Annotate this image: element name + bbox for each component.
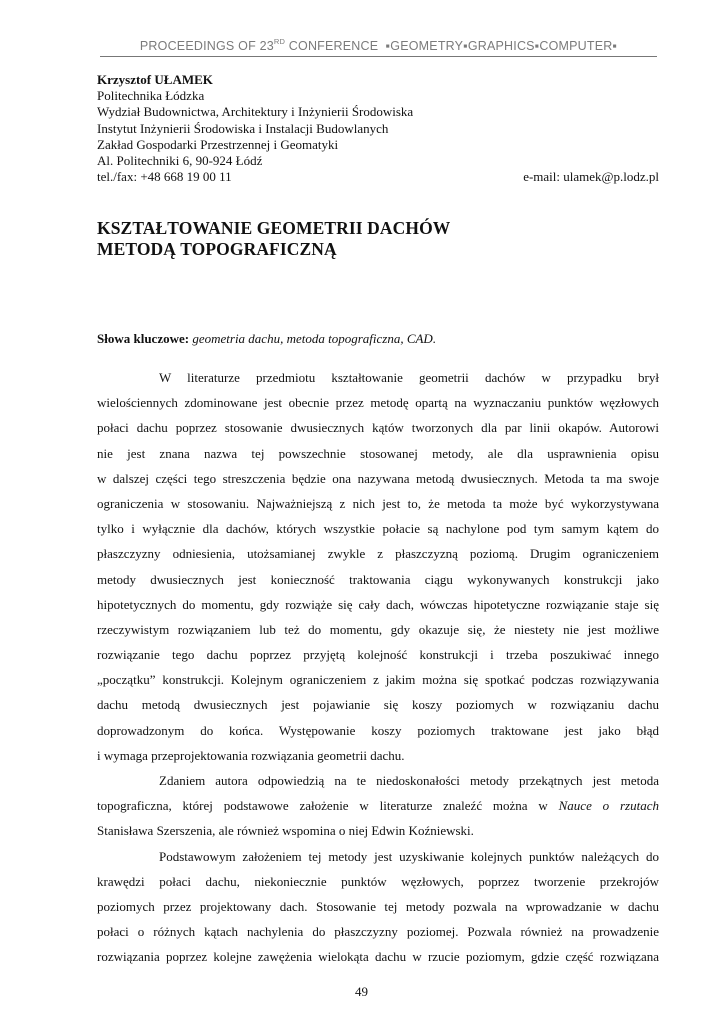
header-superscript: RD [273,37,286,46]
running-header [100,37,657,57]
keywords [97,331,659,347]
keywords-label: Słowa kluczowe: [97,331,190,346]
contact-row [97,169,659,185]
paper-title [97,218,659,260]
body-line: ograniczenia w stosowaniu. Najważniejszą z nich jest to, że metoda ta może być wykorzystywana [97,495,659,511]
affiliation-line: Wydział Budownictwa, Architektury i Inżynierii Środowiska [97,104,414,120]
body-line: dachu metodą dwusiecznych jest pojawianie się koszy poziomych w rozwiązaniu dachu [97,697,659,713]
author-block [97,72,659,185]
page-number: 49 [355,984,368,999]
affiliation-line: Instytut Inżynierii Środowiska i Instalacji Budowlanych [97,120,389,136]
body-text [97,365,659,970]
body-line: w dalszej części tego streszczenia będzie ona nazywana metodą dwusiecznych. Metoda ta ma swoje [97,470,659,486]
body-line: Zdaniem autora odpowiedzią na te niedoskonałości metody przekątnych jest metoda [159,773,659,788]
body-line: W literaturze przedmiotu kształtowanie geometrii dachów w przypadku brył [159,370,659,385]
affiliation-line: Politechnika Łódzka [97,88,205,104]
keywords-values: geometria dachu, metoda topograficzna, CAD. [192,331,437,346]
body-line: poziomych przez projektowany dach. Stosowanie tej metody pozwala na wprowadzanie w dachu [97,898,659,914]
body-line: krawędzi połaci dachu, niekoniecznie punktów węzłowych, poprzez tworzenie przekrojów [97,873,659,889]
body-line: Podstawowym założeniem tej metody jest uzyskiwanie kolejnych punktów należących do [159,848,659,864]
header-text-end: CONFERENCE ▪GEOMETRY▪GRAPHICS▪COMPUTER▪ [285,39,618,53]
body-line-text: topograficzna, której podstawowe założenie w literaturze znaleźć można w [97,798,559,814]
body-line: płaszczyzny odniesienia, utożsamianej zwykle z płaszczyzną poziomą. Drugim ograniczeniem [97,546,659,562]
author-phone: tel./fax: +48 668 19 00 11 [97,169,232,185]
author-name: Krzysztof UŁAMEK [97,72,213,87]
header-text-start: PROCEEDINGS OF 23 [139,39,274,53]
body-line: doprowadzonym do końca. Występowanie koszy poziomych traktowane jest jako błąd [97,722,659,738]
body-line: rzeczywistym rozwiązaniem lub też do momentu, gdy okazuje się, że niestety nie jest możliwe [97,621,659,637]
body-line: metody dwusiecznych jest konieczność traktowania ciągu wykonywanych konstrukcji jako [97,571,659,587]
affiliation-line: Zakład Gospodarki Przestrzennej i Geomatyki [97,136,339,152]
body-line: tylko i wyłącznie dla dachów, których wszystkie połacie są nachylone pod tym samym kątem do [97,521,659,537]
body-line: hipotetycznych do momentu, gdy rozwiąże się cały dach, wówczas hipotetyczne rozwiązanie staje się [97,596,659,612]
body-line: wielościennych zdominowane jest obecnie przez metodę opartą na wyznaczaniu punktów węzłowych [97,395,659,411]
book-title: Nauce o rzutach [558,798,659,814]
body-line: rozwiązania poprzez kolejne zawężenia wielokąta dachu w rzucie poziomym, gdzie część rozwiązana [97,949,659,965]
title-line: KSZTAŁTOWANIE GEOMETRII DACHÓW [97,218,451,238]
body-line: „początku” konstrukcji. Kolejnym ograniczeniem z jakim można się spotkać podczas rozwiązywania [97,672,659,688]
body-line: połaci dachu poprzez stosowanie dwusiecznych kątów tworzonych dla par linii okapów. Autorowi [97,420,659,436]
body-line: rozwiązanie tego dachu poprzez przyjętą kolejność konstrukcji i trzeba poszukiwać innego [97,647,659,663]
body-line: połaci o różnych kątach nachylenia do płaszczyzny poziomej. Pozwala również na prowadzenie [97,924,659,940]
body-line: i wymaga przeprojektowania rozwiązania geometrii dachu. [97,747,405,763]
body-line [97,793,659,818]
affiliation-line: Al. Politechniki 6, 90-924 Łódź [97,153,263,169]
body-line: nie jest znana nazwa tej powszechnie stosowanej metody, ale dla usprawnienia opisu [97,445,659,461]
author-email: e-mail: ulamek@p.lodz.pl [523,169,659,185]
title-line: METODĄ TOPOGRAFICZNĄ [97,239,337,259]
body-line: Stanisława Szerszenia, ale również wspomina o niej Edwin Koźniewski. [97,823,474,839]
